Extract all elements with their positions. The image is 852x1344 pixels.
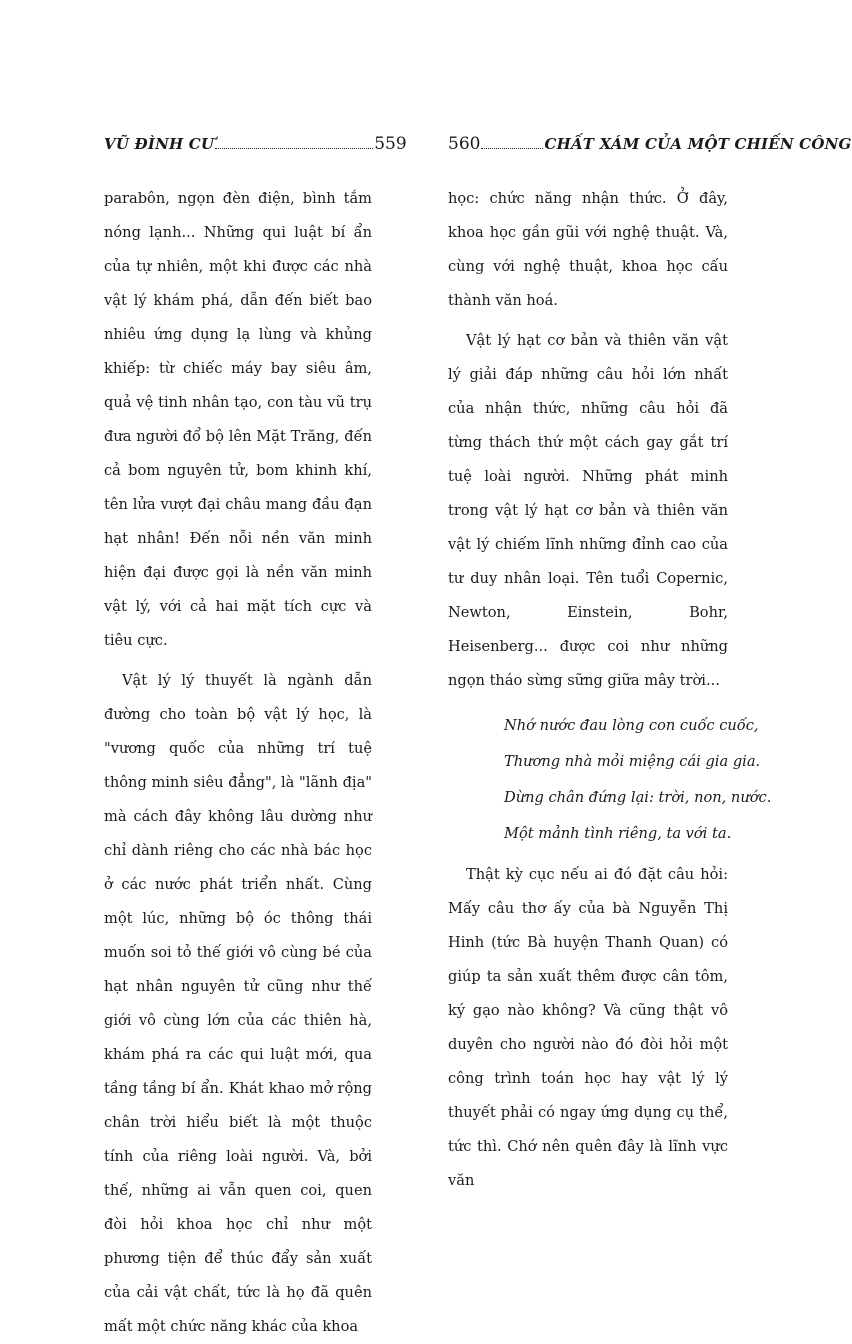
right-paragraph-3: Thật kỳ cục nếu ai đó đặt câu hỏi: Mấy câu thơ ấy của bà Nguyễn Thị Hinh (tức Bà huyện Thanh Quan) có giúp ta sản xuất thêm được cân tôm, ký gạo nào không? Và cũng thật vô duyên cho người nào đó đòi hỏi một công trình toán học hay vật lý lý thuyết phải có ngay ứng dụng cụ thể, tức thì. Chớ nên quên đây là lĩnh vực văn xyxy=(448,866,728,1189)
right-paragraph-2: Vật lý hạt cơ bản và thiên văn vật lý giải đáp những câu hỏi lớn nhất của nhận thức, những câu hỏi đã từng thách thứ một cách gay gắt trí tuệ loài người. Những phát minh trong vật lý hạt cơ bản và thiên văn vật lý chiếm lĩnh những đỉnh cao của tư duy nhân loại. Tên tuổi Copernic, Newton, Einstein, Bohr, Heisenberg... được coi như những ngọn tháo sừng sững giữa mây trời... xyxy=(448,332,728,689)
left-paragraph-1: parabôn, ngọn đèn điện, bình tắm nóng lạnh... Những qui luật bí ẩn của tự nhiên, một khi được các nhà vật lý khám phá, dẫn đến biết bao nhiêu ứng dụng lạ lùng và khủng khiếp: từ chiếc máy bay siêu âm, quả vệ tinh nhân tạo, con tàu vũ trụ đưa người đổ bộ lên Mặt Trăng, đến cả bom nguyên tử, bom khinh khí, tên lửa vượt đại châu mang đầu đạn hạt nhân! Đến nỗi nền văn minh hiện đại được gọi là nền văn minh vật lý, với cả hai mặt tích cực và tiêu cực. xyxy=(104,190,372,649)
left-paragraph-2: Vật lý lý thuyết là ngành dẫn đường cho toàn bộ vật lý học, là "vương quốc của những trí tuệ thông minh siêu đẳng", là "lãnh địa" mà cách đây không lâu dường như chỉ dành riêng cho các nhà bác học ở các nước phát triển nhất. Cùng một lúc, những bộ óc thông thái muốn soi tỏ thế giới vô cùng bé của hạt nhân nguyên tử cũng như thế giới vô cùng lớn của các thiên hà, khám phá ra các qui luật mới, qua tầng tầng bí ẩn. Khát khao mở rộng chân trời hiểu biết là một thuộc tính của riêng loài người. Và, bởi thế, những ai vẫn quen coi, quen đòi hỏi khoa học chỉ như một phương tiện để thúc đẩy sản xuất của cải vật chất, tức là họ đã quên mất một chức năng khác của khoa xyxy=(104,672,372,1335)
poem-verse xyxy=(504,708,772,852)
right-page-header xyxy=(448,134,852,160)
right-paragraph-1: học: chức năng nhận thức. Ở đây, khoa học gần gũi với nghệ thuật. Và, cùng với nghệ thuật, khoa học cấu thành văn hoá. xyxy=(448,190,728,309)
verse-line: Dừng chân đứng lại: trời, non, nước. xyxy=(504,789,772,806)
left-page-body xyxy=(104,182,372,1344)
verse-line: Một mảnh tình riêng, ta với ta. xyxy=(504,825,732,842)
header-leader-dots xyxy=(481,148,543,149)
left-page-header xyxy=(104,134,407,160)
right-page-body xyxy=(448,182,772,1198)
left-running-head: VŨ ĐÌNH CƯ xyxy=(104,135,215,153)
right-running-head: CHẤT XÁM CỦA MỘT CHIẾN CÔNG xyxy=(544,135,852,153)
verse-line: Nhớ nước đau lòng con cuốc cuốc, xyxy=(504,717,759,734)
header-leader-dots xyxy=(215,148,373,149)
verse-line: Thương nhà mỏi miệng cái gia gia. xyxy=(504,753,761,770)
left-page-number: 559 xyxy=(374,134,407,154)
right-page-number: 560 xyxy=(448,134,481,154)
